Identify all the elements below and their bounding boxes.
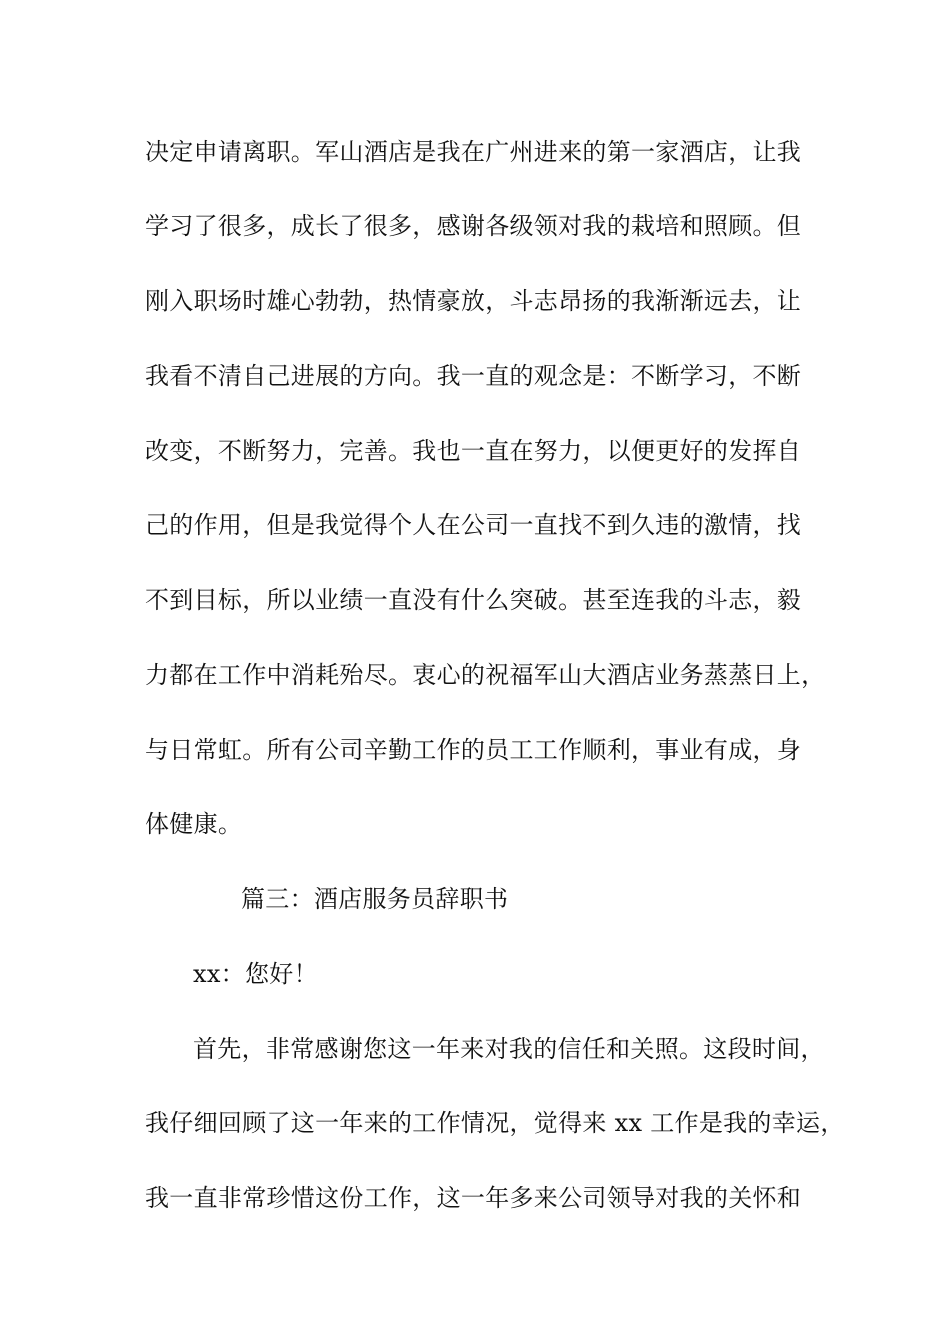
paragraph-line: 我看不清自己进展的方向。我一直的观念是：不断学习，不断 — [145, 362, 802, 390]
salutation: xx：您好！ — [193, 960, 318, 988]
paragraph-line: 决定申请离职。军山酒店是我在广州进来的第一家酒店，让我 — [145, 138, 802, 166]
paragraph-line: 力都在工作中消耗殆尽。衷心的祝福军山大酒店业务蒸蒸日上， — [145, 661, 826, 689]
section-heading: 篇三：酒店服务员辞职书 — [241, 885, 509, 913]
paragraph-line: 改变，不断努力，完善。我也一直在努力，以便更好的发挥自 — [145, 437, 802, 465]
paragraph-line: 刚入职场时雄心勃勃，热情豪放，斗志昂扬的我渐渐远去，让 — [145, 287, 802, 315]
paragraph-line: 学习了很多，成长了很多，感谢各级领对我的栽培和照顾。但 — [145, 212, 802, 240]
paragraph-line: 我一直非常珍惜这份工作，这一年多来公司领导对我的关怀和 — [145, 1184, 802, 1212]
paragraph-line: 不到目标，所以业绩一直没有什么突破。甚至连我的斗志，毅 — [145, 586, 802, 614]
paragraph-line: 体健康。 — [145, 810, 243, 838]
paragraph-line: 与日常虹。所有公司辛勤工作的员工工作顺利，事业有成，身 — [145, 736, 802, 764]
paragraph-line: 首先，非常感谢您这一年来对我的信任和关照。这段时间， — [193, 1035, 825, 1063]
paragraph-line: 我仔细回顾了这一年来的工作情况，觉得来 xx 工作是我的幸运， — [145, 1109, 845, 1137]
paragraph-line: 己的作用，但是我觉得个人在公司一直找不到久违的激情，找 — [145, 511, 802, 539]
